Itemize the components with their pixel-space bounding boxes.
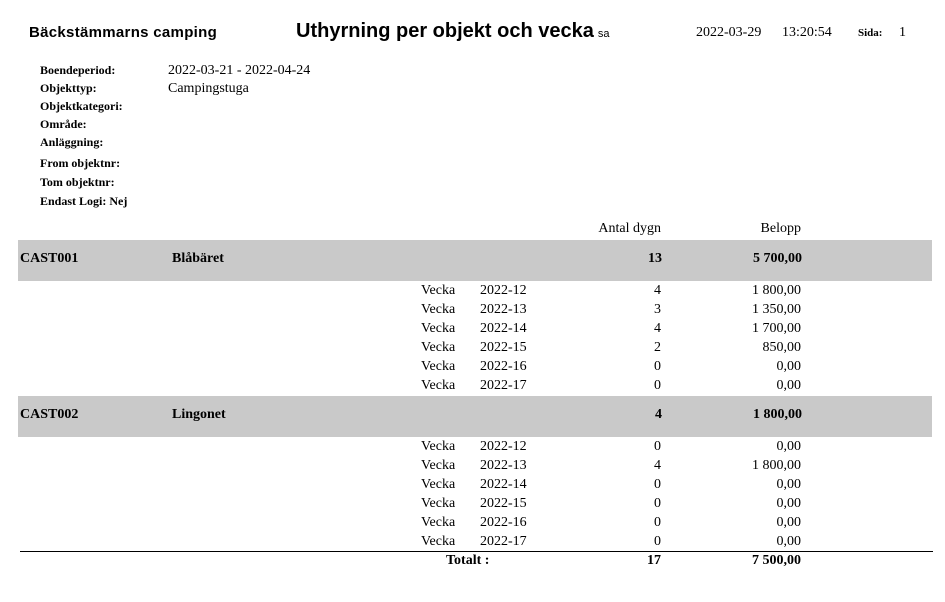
object-name: Blåbäret	[172, 251, 224, 266]
week-number: 2022-14	[480, 477, 527, 492]
week-number: 2022-16	[480, 359, 527, 374]
week-label: Vecka	[421, 439, 456, 454]
filter-label: Objekttyp:	[40, 81, 97, 95]
table-row	[0, 458, 945, 477]
table-row	[0, 321, 945, 340]
report-title-text: Uthyrning per objekt och vecka	[296, 20, 594, 42]
week-label: Vecka	[421, 340, 456, 355]
filter-value: Campingstuga	[168, 81, 249, 96]
table-row	[0, 283, 945, 302]
object-amount: 1 800,00	[753, 407, 802, 422]
table-row	[0, 378, 945, 397]
total-nights: 17	[647, 553, 661, 568]
week-amount: 0,00	[776, 359, 801, 374]
week-nights: 4	[654, 283, 661, 298]
table-row	[0, 477, 945, 496]
filter-label: From objektnr:	[40, 156, 121, 170]
week-label: Vecka	[421, 378, 456, 393]
week-amount: 1 700,00	[752, 321, 801, 336]
week-nights: 4	[654, 321, 661, 336]
week-amount: 850,00	[762, 340, 801, 355]
week-nights: 0	[654, 378, 661, 393]
week-nights: 0	[654, 477, 661, 492]
week-amount: 0,00	[776, 439, 801, 454]
week-nights: 0	[654, 496, 661, 511]
object-band	[18, 396, 932, 437]
week-number: 2022-13	[480, 458, 527, 473]
week-nights: 2	[654, 340, 661, 355]
object-code: CAST001	[20, 251, 79, 266]
filter-label: Objektkategori:	[40, 99, 123, 113]
table-row	[0, 302, 945, 321]
table-row	[0, 496, 945, 515]
column-header-nights: Antal dygn	[598, 221, 661, 236]
week-amount: 0,00	[776, 378, 801, 393]
week-label: Vecka	[421, 477, 456, 492]
week-amount: 1 350,00	[752, 302, 801, 317]
table-row	[0, 515, 945, 534]
week-number: 2022-15	[480, 340, 527, 355]
week-label: Vecka	[421, 458, 456, 473]
table-row	[0, 340, 945, 359]
filter-label: Boendeperiod:	[40, 63, 116, 77]
week-nights: 4	[654, 458, 661, 473]
week-label: Vecka	[421, 302, 456, 317]
week-amount: 1 800,00	[752, 283, 801, 298]
filter-label: Tom objektnr:	[40, 175, 115, 189]
week-label: Vecka	[421, 534, 456, 549]
week-nights: 0	[654, 534, 661, 549]
table-row	[0, 359, 945, 378]
week-label: Vecka	[421, 359, 456, 374]
filter-label: Område:	[40, 117, 87, 131]
report-title-suffix: sa	[597, 28, 610, 40]
week-number: 2022-15	[480, 496, 527, 511]
object-nights: 13	[648, 251, 662, 266]
week-number: 2022-17	[480, 534, 527, 549]
page-number: 1	[899, 25, 906, 40]
week-amount: 0,00	[776, 534, 801, 549]
filter-label: Anläggning:	[40, 135, 104, 149]
week-number: 2022-14	[480, 321, 527, 336]
week-number: 2022-12	[480, 283, 527, 298]
report-date: 2022-03-29	[696, 25, 762, 40]
week-nights: 0	[654, 439, 661, 454]
week-number: 2022-17	[480, 378, 527, 393]
week-label: Vecka	[421, 283, 456, 298]
week-amount: 1 800,00	[752, 458, 801, 473]
week-nights: 3	[654, 302, 661, 317]
week-nights: 0	[654, 359, 661, 374]
week-amount: 0,00	[776, 477, 801, 492]
report-time: 13:20:54	[782, 25, 832, 40]
week-amount: 0,00	[776, 515, 801, 530]
object-name: Lingonet	[172, 407, 226, 422]
week-number: 2022-13	[480, 302, 527, 317]
report-title	[296, 20, 609, 43]
object-code: CAST002	[20, 407, 79, 422]
table-row	[0, 439, 945, 458]
filter-label: Endast Logi: Nej	[40, 194, 128, 208]
column-header-amount: Belopp	[760, 221, 801, 236]
total-divider	[20, 551, 933, 552]
object-band	[18, 240, 932, 281]
week-label: Vecka	[421, 321, 456, 336]
week-amount: 0,00	[776, 496, 801, 511]
object-amount: 5 700,00	[753, 251, 802, 266]
company-name: Bäckstämmarns camping	[29, 24, 218, 41]
week-nights: 0	[654, 515, 661, 530]
week-label: Vecka	[421, 515, 456, 530]
week-label: Vecka	[421, 496, 456, 511]
total-amount: 7 500,00	[752, 553, 801, 568]
week-number: 2022-16	[480, 515, 527, 530]
object-nights: 4	[655, 407, 662, 422]
page-label: Sida:	[858, 27, 883, 39]
week-number: 2022-12	[480, 439, 527, 454]
total-label: Totalt :	[446, 553, 490, 568]
filter-value: 2022-03-21 - 2022-04-24	[168, 63, 311, 78]
